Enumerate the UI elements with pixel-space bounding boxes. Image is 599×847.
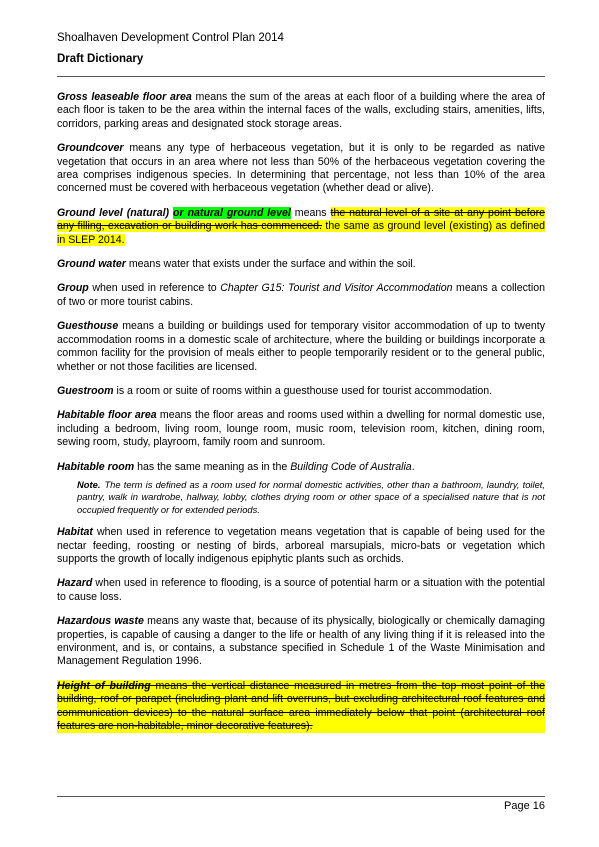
entry-term: Hazard — [57, 577, 93, 590]
chapter-reference: Chapter G15: Tourist and Visitor Accommodation — [220, 282, 453, 295]
entry-definition: means any waste that, because of its physically, biologically or chemically damaging properties, is capable of causing a danger to the life or health of any living thing if it is released into the environment, and is, or contains, a substance specified in Schedule 1 of the Waste Minimisation and Management Regulation 1996. — [57, 615, 546, 668]
note-label: Note. — [77, 478, 101, 490]
entry-ground-water — [57, 258, 545, 271]
entry-gross-leaseable-floor-area — [57, 91, 545, 131]
entry-groundcover — [57, 142, 545, 196]
habitable-room-note — [77, 479, 545, 516]
entry-guesthouse — [57, 320, 545, 374]
entry-term: Guesthouse — [57, 320, 119, 333]
footer-divider — [57, 796, 545, 797]
inserted-definition: the same as ground level (existing) as defined in SLEP 2014. — [57, 220, 546, 246]
entry-group — [57, 282, 545, 309]
entry-definition: means the floor areas and rooms used within a dwelling for normal domestic use, including a bedroom, living room, lounge room, music room, television room, kitchen, dining room, sewing room, study, playroom, family room and sunroom. — [57, 409, 545, 449]
entry-ground-level — [57, 207, 545, 247]
document-title: Shoalhaven Development Control Plan 2014 — [57, 32, 284, 44]
entry-hazardous-waste — [57, 615, 545, 669]
entry-definition: when used in reference to — [88, 282, 221, 295]
entry-definition: means the sum of the areas at each floor of a building where the area of each floor is taken to be the area within the internal faces of the walls, excluding stairs, amenities, lifts, corridors, parking areas and designated stock storage areas. — [57, 91, 545, 130]
entry-definition-cont: . — [411, 460, 415, 473]
document-subtitle: Draft Dictionary — [57, 53, 144, 65]
entry-habitable-room — [57, 461, 545, 474]
code-reference: Building Code of Australia — [290, 460, 412, 473]
header-divider — [57, 76, 545, 77]
entry-definition: means any type of herbaceous vegetation, but it is only to be regarded as native vegetation that occurs in an area where not less than 50% of the herbaceous vegetation covering the area comprises indigenous species. In determining that percentage, not less than 10% of the area concerned must be covered with herbaceous vegetation (whether dead or alive). — [57, 142, 545, 195]
entry-term: Ground water — [57, 258, 126, 271]
entry-habitat — [57, 526, 545, 566]
entry-definition: when used in reference to vegetation means vegetation that is capable of being used for the nectar feeding, roosting or nesting of birds, arboreal marsupials, micro-bats or vegetation which supports the growth of locally indigenous epiphytic plants such as orchids. — [57, 526, 545, 565]
deleted-definition: the natural level of a site at any point before any filling, excavation or building work has commenced. — [57, 206, 546, 233]
entry-definition: has the same meaning as in the — [134, 460, 291, 473]
entry-term: Habitable room — [57, 460, 135, 473]
entry-definition: is a room or suite of rooms within a guesthouse used for tourist accommodation. — [113, 384, 493, 397]
entry-term: Habitable floor area — [57, 409, 157, 422]
page-number: Page 16 — [504, 800, 545, 812]
entry-definition: means water that exists under the surface and within the soil. — [125, 258, 416, 271]
entry-height-of-building-deleted — [57, 680, 545, 734]
entry-hazard — [57, 577, 545, 604]
entry-definition-cont: means a collection of two or more tourist cabins. — [57, 282, 545, 308]
entry-term: Group — [57, 282, 89, 295]
entry-habitable-floor-area — [57, 409, 545, 449]
entry-means: means — [290, 206, 331, 219]
entry-definition: means the vertical distance measured in metres from the top most point of the building, roof or parapet (including plant and lift overruns, but excluding architectural roof features and communication devices) to the natural surface area immediately below that point (architectural roof features are non-habitable, minor decorative features). — [57, 679, 545, 733]
entry-term: Gross leaseable floor area — [57, 91, 192, 103]
entry-term: Habitat — [57, 526, 93, 539]
note-text: The term is defined as a room used for normal domestic activities, other than a bathroom, laundry, toilet, pantry, walk in wardrobe, hallway, lobby, clothes drying room or other space of a specialised nature that is not occupied frequently or for extended periods. — [77, 478, 545, 515]
entry-definition: when used in reference to flooding, is a source of potential harm or a situation with the potential to cause loss. — [57, 577, 545, 603]
page-header — [57, 30, 545, 67]
entry-term: Height of building — [57, 679, 151, 692]
entry-term: Guestroom — [57, 384, 114, 397]
dictionary-content — [57, 91, 545, 744]
entry-term: Hazardous waste — [57, 615, 144, 628]
entry-term: Groundcover — [57, 142, 124, 155]
entry-term: Ground level (natural) — [57, 206, 170, 219]
entry-definition: means a building or buildings used for temporary visitor accommodation of up to twenty accommodation rooms in a domestic scale of architecture, where the building or buildings incorporate a common facility for the provision of meals either to people temporarily resident or to the general public, whether or not those facilities are licensed. — [57, 320, 545, 373]
deleted-term-highlight: or natural ground level — [173, 206, 291, 219]
entry-guestroom — [57, 385, 545, 398]
